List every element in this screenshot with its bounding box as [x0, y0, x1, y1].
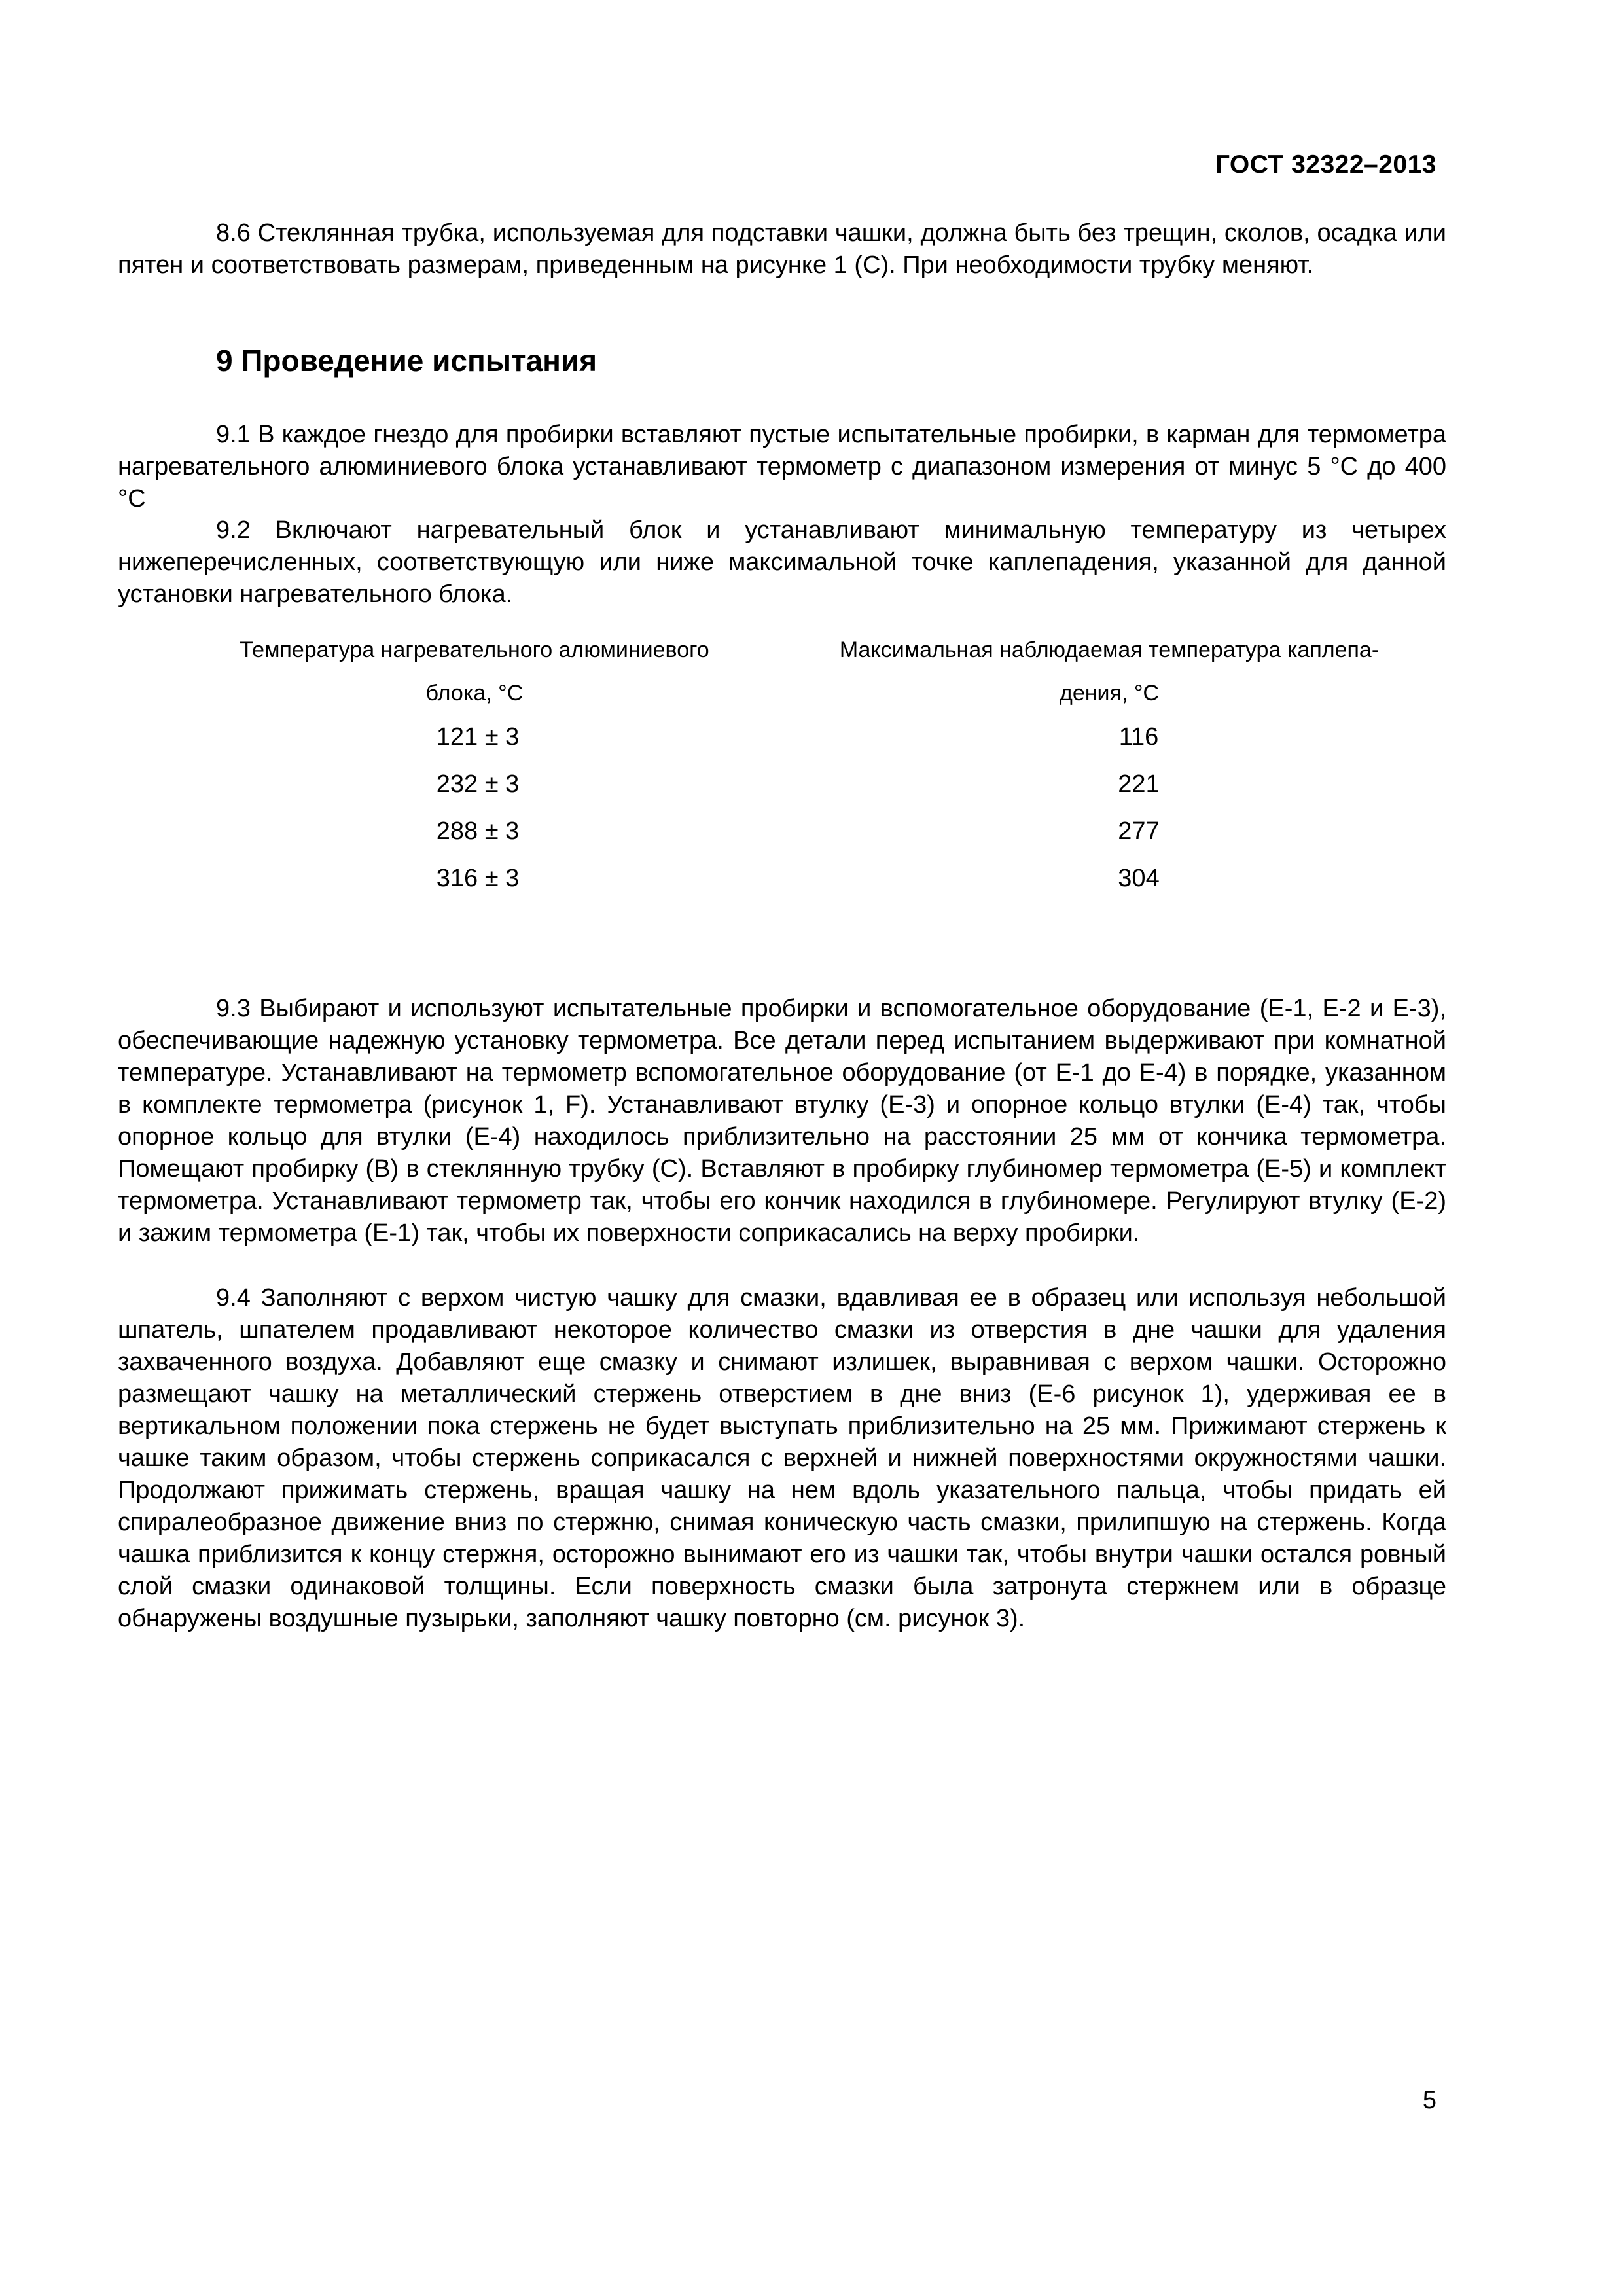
- paragraph-8-6-text: 8.6 Стеклянная трубка, используемая для подставки чашки, должна быть без трещин, сколов, осадка или пятен и соответствовать размерам, приведенным на рисунке 1 (C). При необходимости трубку меняют.: [118, 219, 1446, 279]
- table-cell-max: 277: [1118, 817, 1160, 845]
- table-cell-temp: 288 ± 3: [436, 817, 520, 845]
- paragraph-9-1: [118, 419, 1446, 515]
- table-header-col1: [170, 638, 779, 705]
- table-cell-max: 221: [1118, 770, 1160, 798]
- table-cell-temp: 232 ± 3: [436, 770, 520, 798]
- table-header-col2: [792, 638, 1427, 705]
- paragraph-9-4-text: 9.4 Заполняют с верхом чистую чашку для смазки, вдавливая ее в образец или используя небольшой шпатель, шпателем продавливают некоторое количество смазки из отверстия в дне чашки для удаления захваченного воздуха. Добавляют еще смазку и снимают излишек, выравнивая с верхом чашки. Осторожно размещают чашку на металлический стержень отверстием в дне вниз (Е-6 рисунок 1), удерживая ее в вертикальном положении пока стержень не будет выступать приблизительно на 25 мм. Прижимают стержень к чашке таким образом, чтобы стержень соприкасался с верхней и нижней поверхностями окружностями чашки. Продолжают прижимать стержень, вращая чашку на нем вдоль указательного пальца, чтобы придать ей спиралеобразное движение вниз по стержню, снимая коническую часть смазки, прилипшую на стержень. Когда чашка приблизится к концу стержня, осторожно вынимают его из чашки так, чтобы внутри чашки остался ровный слой смазки одинаковой толщины. Если поверхность смазки была затронута стержнем или в образце обнаружены воздушные пузырьки, заполняют чашку повторно (см. рисунок 3).: [118, 1284, 1446, 1632]
- table-cell-temp: 121 ± 3: [436, 723, 520, 751]
- table-header-col2-line1: Максимальная наблюдаемая температура каплепа-: [839, 637, 1380, 662]
- table-header-col1-line1: Температура нагревательного алюминиевого: [240, 637, 709, 662]
- paragraph-9-2: [118, 514, 1446, 611]
- paragraph-9-3-text: 9.3 Выбирают и используют испытательные пробирки и вспомогательное оборудование (Е-1, Е-2 и Е-3), обеспечивающие надежную установку термометра. Все детали перед испытанием выдерживают при комнатной температуре. Устанавливают на термометр вспомогательное оборудование (от Е-1 до Е-4) в порядке, указанном в комплекте термометра (рисунок 1, F). Устанавливают втулку (Е-3) и опорное кольцо втулки (Е-4) так, чтобы опорное кольцо для втулки (Е-4) находилось приблизительно на расстоянии 25 мм от кончика термометра. Помещают пробирку (В) в стеклянную трубку (С). Вставляют в пробирку глубиномер термометра (Е-5) и комплект термометра. Устанавливают термометр так, чтобы его кончик находился в глубиномере. Регулируют втулку (Е-2) и зажим термометра (Е-1) так, чтобы их поверхности соприкасались на верху пробирки.: [118, 995, 1446, 1247]
- page-number: 5: [1422, 2087, 1436, 2114]
- paragraph-9-2-text: 9.2 Включают нагревательный блок и устанавливают минимальную температуру из четырех нижеперечисленных, соответствующую или ниже максимальной точке каплепадения, указанной для данной установки нагревательного блока.: [118, 516, 1446, 608]
- table-cell-max: 304: [1118, 865, 1160, 892]
- table-cell-temp: 316 ± 3: [436, 865, 520, 892]
- table-cell-max: 116: [1118, 723, 1159, 751]
- paragraph-9-1-text: 9.1 В каждое гнездо для пробирки вставляют пустые испытательные пробирки, в карман для термометра нагревательного алюминиевого блока устанавливают термометр с диапазоном измерения от минус 5 °С до 400 °С: [118, 421, 1446, 512]
- document-header: ГОСТ 32322–2013: [1215, 151, 1436, 179]
- paragraph-8-6: [118, 217, 1446, 281]
- paragraph-9-3: [118, 993, 1446, 1249]
- section-heading: 9 Проведение испытания: [216, 344, 597, 378]
- paragraph-9-4: [118, 1282, 1446, 1635]
- table-header-col1-line2: блока, °C: [425, 681, 524, 706]
- table-header-col2-line2: дения, °C: [1060, 681, 1159, 706]
